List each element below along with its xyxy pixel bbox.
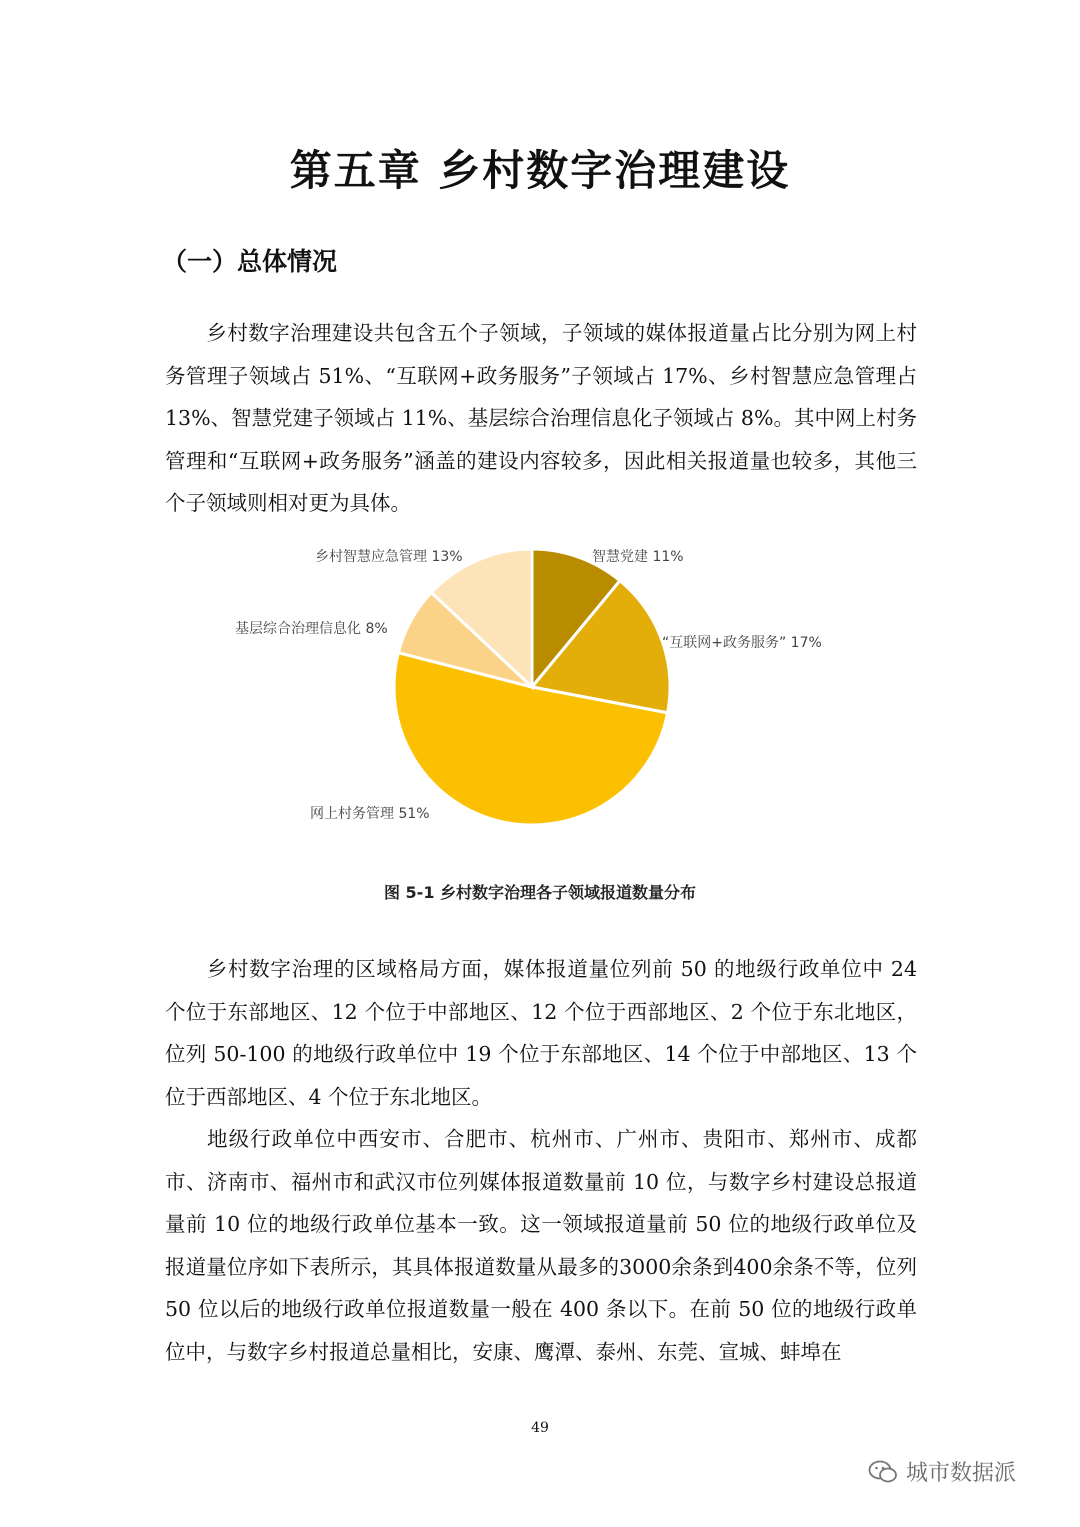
pie-slice-label: 乡村智慧应急管理 13% <box>315 549 463 565</box>
watermark-text: 城市数据派 <box>906 1461 1017 1486</box>
pie-slice-label: “互联网+政务服务” 17% <box>662 635 822 651</box>
page-number: 49 <box>531 1420 549 1436</box>
paragraph-overview-text: 乡村数字治理建设共包含五个子领域，子领域的媒体报道量占比分别为网上村务管理子领域占 51%、“互联网+政务服务”子领域占 17%、乡村智慧应急管理占 13%、智慧党建子领域占 11%、基层综合治理信息化子领域占 8%。其中网上村务管理和“互联网+政务服务”涵盖的建设内容较多，因此相关报道量也较多，其他三个子领域则相对更为具体。 <box>165 321 917 515</box>
pie-slice-label: 网上村务管理 51% <box>310 806 430 822</box>
pie-slice-label: 基层综合治理信息化 8% <box>235 621 388 637</box>
pie-slice-label: 智慧党建 11% <box>592 549 684 565</box>
paragraph-overview <box>165 312 917 525</box>
paragraph-cities <box>165 1118 917 1373</box>
section-heading: （一）总体情况 <box>162 247 338 276</box>
watermark <box>868 1456 1016 1487</box>
chapter-title: 第五章 乡村数字治理建设 <box>289 146 791 195</box>
figure-caption: 图 5-1 乡村数字治理各子领域报道数量分布 <box>383 883 697 902</box>
paragraph-regional-text: 乡村数字治理的区域格局方面，媒体报道量位列前 50 的地级行政单位中 24 个位于东部地区、12 个位于中部地区、12 个位于西部地区、2 个位于东北地区，位列 50-100 的地级行政单位中 19 个位于东部地区、14 个位于中部地区、13 个位于西部地区、4 个位于东北地区。 <box>165 957 917 1109</box>
paragraph-regional <box>165 948 917 1118</box>
paragraph-cities-text: 地级行政单位中西安市、合肥市、杭州市、广州市、贵阳市、郑州市、成都市、济南市、福州市和武汉市位列媒体报道数量前 10 位，与数字乡村建设总报道量前 10 位的地级行政单位基本一致。这一领域报道量前 50 位的地级行政单位及报道量位序如下表所示，其具体报道数量从最多的3000余条到400余条不等，位列 50 位以后的地级行政单位报道数量一般在 400 条以下。在前 50 位的地级行政单位中，与数字乡村报道总量相比，安康、鹰潭、泰州、东莞、宣城、蚌埠在 <box>165 1127 917 1364</box>
wechat-icon <box>868 1459 898 1485</box>
pie-chart <box>200 535 900 855</box>
